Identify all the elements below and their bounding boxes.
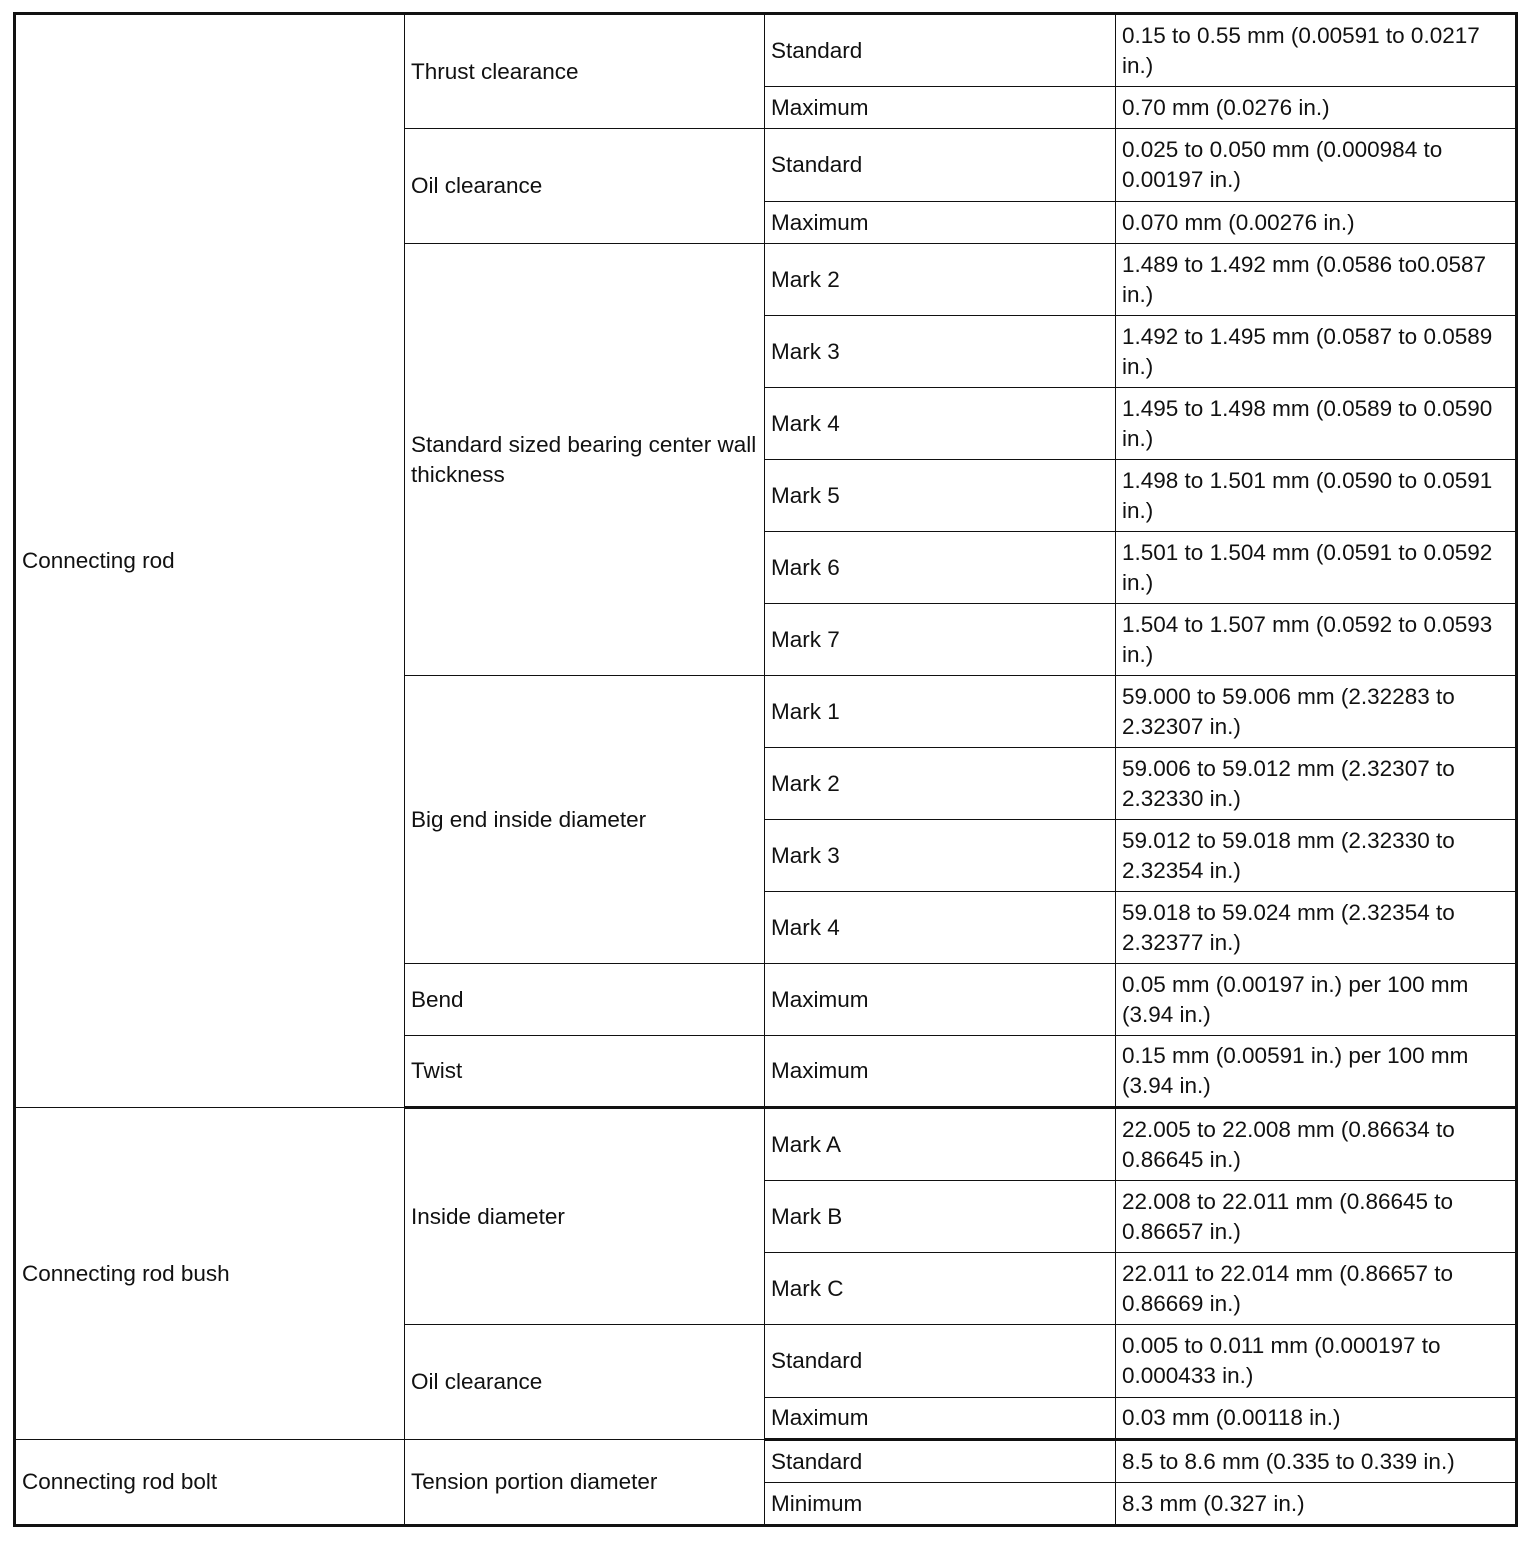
item-cell: Big end inside diameter — [405, 676, 765, 964]
condition-cell: Standard — [765, 129, 1116, 202]
item-cell: Thrust clearance — [405, 14, 765, 129]
condition-cell: Mark 5 — [765, 460, 1116, 532]
value-cell: 1.492 to 1.495 mm (0.0587 to 0.0589 in.) — [1116, 316, 1517, 388]
condition-cell: Mark A — [765, 1108, 1116, 1181]
value-cell: 22.011 to 22.014 mm (0.86657 to 0.86669 in.) — [1116, 1253, 1517, 1325]
item-cell: Oil clearance — [405, 1325, 765, 1440]
value-cell: 0.025 to 0.050 mm (0.000984 to 0.00197 in.) — [1116, 129, 1517, 202]
value-cell: 1.504 to 1.507 mm (0.0592 to 0.0593 in.) — [1116, 604, 1517, 676]
condition-cell: Mark C — [765, 1253, 1116, 1325]
condition-cell: Standard — [765, 1440, 1116, 1483]
condition-cell: Mark 4 — [765, 388, 1116, 460]
value-cell: 22.008 to 22.011 mm (0.86645 to 0.86657 in.) — [1116, 1181, 1517, 1253]
condition-cell: Mark 1 — [765, 676, 1116, 748]
value-cell: 22.005 to 22.008 mm (0.86634 to 0.86645 in.) — [1116, 1108, 1517, 1181]
condition-cell: Mark 4 — [765, 892, 1116, 964]
value-cell: 0.15 mm (0.00591 in.) per 100 mm (3.94 in.) — [1116, 1036, 1517, 1108]
value-cell: 1.498 to 1.501 mm (0.0590 to 0.0591 in.) — [1116, 460, 1517, 532]
value-cell: 0.005 to 0.011 mm (0.000197 to 0.000433 in.) — [1116, 1325, 1517, 1398]
condition-cell: Mark 3 — [765, 820, 1116, 892]
component-cell: Connecting rod — [15, 14, 405, 1108]
value-cell: 8.5 to 8.6 mm (0.335 to 0.339 in.) — [1116, 1440, 1517, 1483]
value-cell: 1.501 to 1.504 mm (0.0591 to 0.0592 in.) — [1116, 532, 1517, 604]
condition-cell: Mark B — [765, 1181, 1116, 1253]
condition-cell: Maximum — [765, 964, 1116, 1036]
condition-cell: Mark 6 — [765, 532, 1116, 604]
value-cell: 59.018 to 59.024 mm (2.32354 to 2.32377 in.) — [1116, 892, 1517, 964]
value-cell: 59.006 to 59.012 mm (2.32307 to 2.32330 in.) — [1116, 748, 1517, 820]
value-cell: 8.3 mm (0.327 in.) — [1116, 1483, 1517, 1526]
condition-cell: Minimum — [765, 1483, 1116, 1526]
condition-cell: Mark 3 — [765, 316, 1116, 388]
item-cell: Inside diameter — [405, 1108, 765, 1325]
item-cell: Standard sized bearing center wall thickness — [405, 244, 765, 676]
value-cell: 0.70 mm (0.0276 in.) — [1116, 87, 1517, 129]
value-cell: 59.012 to 59.018 mm (2.32330 to 2.32354 in.) — [1116, 820, 1517, 892]
condition-cell: Maximum — [765, 87, 1116, 129]
condition-cell: Mark 2 — [765, 748, 1116, 820]
value-cell: 1.489 to 1.492 mm (0.0586 to0.0587 in.) — [1116, 244, 1517, 316]
item-cell: Bend — [405, 964, 765, 1036]
value-cell: 0.03 mm (0.00118 in.) — [1116, 1398, 1517, 1440]
condition-cell: Maximum — [765, 202, 1116, 244]
item-cell: Oil clearance — [405, 129, 765, 244]
condition-cell: Mark 2 — [765, 244, 1116, 316]
item-cell: Twist — [405, 1036, 765, 1108]
component-cell: Connecting rod bush — [15, 1108, 405, 1440]
table-row — [15, 1440, 1517, 1483]
value-cell: 0.070 mm (0.00276 in.) — [1116, 202, 1517, 244]
item-cell: Tension portion diameter — [405, 1440, 765, 1526]
table-row — [15, 14, 1517, 87]
component-cell: Connecting rod bolt — [15, 1440, 405, 1526]
spec-table — [13, 12, 1518, 1527]
condition-cell: Standard — [765, 14, 1116, 87]
table-row — [15, 1108, 1517, 1181]
value-cell: 1.495 to 1.498 mm (0.0589 to 0.0590 in.) — [1116, 388, 1517, 460]
value-cell: 0.15 to 0.55 mm (0.00591 to 0.0217 in.) — [1116, 14, 1517, 87]
condition-cell: Maximum — [765, 1398, 1116, 1440]
condition-cell: Maximum — [765, 1036, 1116, 1108]
value-cell: 59.000 to 59.006 mm (2.32283 to 2.32307 in.) — [1116, 676, 1517, 748]
condition-cell: Standard — [765, 1325, 1116, 1398]
value-cell: 0.05 mm (0.00197 in.) per 100 mm (3.94 in.) — [1116, 964, 1517, 1036]
condition-cell: Mark 7 — [765, 604, 1116, 676]
